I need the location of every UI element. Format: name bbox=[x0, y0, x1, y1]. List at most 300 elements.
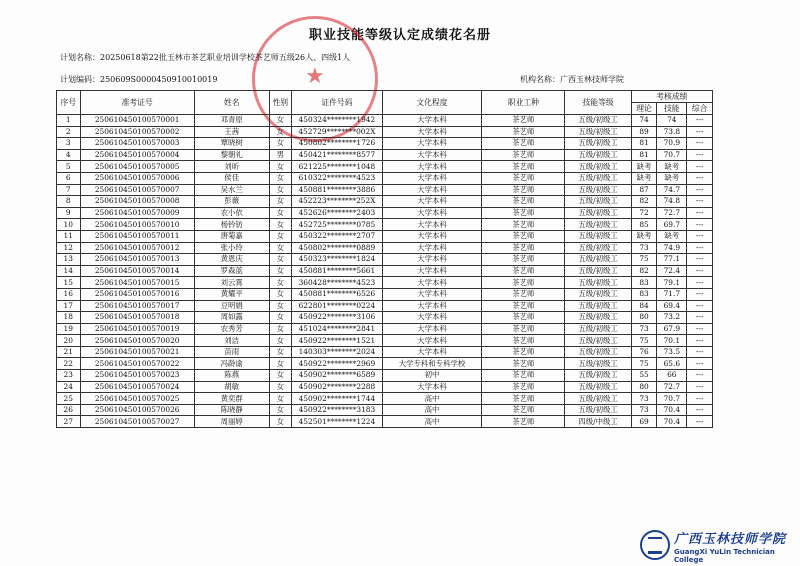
plan-name: 计划名称：20250618第22批玉林市茶艺职业培训学校茶艺师五级26人、四级1人 bbox=[60, 53, 351, 62]
cell-seq: 15 bbox=[57, 277, 81, 289]
cell-education: 高中 bbox=[382, 404, 481, 416]
header-theory: 理论 bbox=[631, 103, 657, 115]
cell-gender: 女 bbox=[269, 346, 291, 358]
cell-occupation: 茶艺师 bbox=[482, 230, 565, 242]
cell-overall: --- bbox=[687, 277, 713, 289]
cell-occupation: 茶艺师 bbox=[482, 370, 565, 382]
cell-level: 五级/初级工 bbox=[565, 207, 631, 219]
cell-theory: 82 bbox=[631, 265, 657, 277]
cell-seq: 19 bbox=[57, 323, 81, 335]
cell-id-no: 621225********1048 bbox=[292, 161, 383, 173]
cell-seq: 13 bbox=[57, 254, 81, 266]
cell-seq: 11 bbox=[57, 230, 81, 242]
cell-occupation: 茶艺师 bbox=[482, 196, 565, 208]
cell-occupation: 茶艺师 bbox=[482, 265, 565, 277]
cell-seq: 18 bbox=[57, 312, 81, 324]
cell-exam-no: 250610450100570007 bbox=[80, 184, 194, 196]
cell-seq: 5 bbox=[57, 161, 81, 173]
cell-name: 陈燕 bbox=[194, 370, 269, 382]
cell-name: 黄奕群 bbox=[194, 393, 269, 405]
cell-exam-no: 250610450100570006 bbox=[80, 172, 194, 184]
cell-exam-no: 250610450100570019 bbox=[80, 323, 194, 335]
header-exam-no: 准考证号 bbox=[80, 91, 194, 115]
cell-education: 大学本科 bbox=[382, 219, 481, 231]
cell-theory: 55 bbox=[631, 370, 657, 382]
table-row bbox=[57, 207, 713, 219]
table-row bbox=[57, 381, 713, 393]
logo-english-name: GuangXi YuLin Technician College bbox=[674, 548, 775, 564]
cell-theory: 75 bbox=[631, 358, 657, 370]
cell-level: 五级/初级工 bbox=[565, 312, 631, 324]
cell-theory: 80 bbox=[631, 312, 657, 324]
cell-level: 五级/初级工 bbox=[565, 358, 631, 370]
cell-theory: 83 bbox=[631, 277, 657, 289]
cell-gender: 女 bbox=[269, 230, 291, 242]
cell-level: 五级/初级工 bbox=[565, 381, 631, 393]
cell-skill: 69.7 bbox=[657, 219, 687, 231]
cell-level: 五级/初级工 bbox=[565, 230, 631, 242]
cell-id-no: 452729********002X bbox=[292, 126, 383, 138]
cell-occupation: 茶艺师 bbox=[482, 393, 565, 405]
table-row bbox=[57, 312, 713, 324]
cell-overall: --- bbox=[687, 393, 713, 405]
cell-gender: 女 bbox=[269, 300, 291, 312]
cell-id-no: 622801********0224 bbox=[292, 300, 383, 312]
table-row bbox=[57, 219, 713, 231]
cell-level: 五级/初级工 bbox=[565, 254, 631, 266]
cell-occupation: 茶艺师 bbox=[482, 219, 565, 231]
table-row bbox=[57, 404, 713, 416]
cell-level: 五级/初级工 bbox=[565, 265, 631, 277]
cell-theory: 82 bbox=[631, 196, 657, 208]
cell-overall: --- bbox=[687, 416, 713, 428]
seal-star-icon: ★ bbox=[305, 64, 325, 89]
cell-id-no: 450902********1744 bbox=[292, 393, 383, 405]
cell-skill: 79.1 bbox=[657, 277, 687, 289]
cell-gender: 女 bbox=[269, 381, 291, 393]
cell-seq: 7 bbox=[57, 184, 81, 196]
cell-name: 冯龄谕 bbox=[194, 358, 269, 370]
cell-level: 五级/初级工 bbox=[565, 370, 631, 382]
cell-theory: 75 bbox=[631, 254, 657, 266]
cell-education: 大学本科 bbox=[382, 126, 481, 138]
cell-name: 唐菊嘉 bbox=[194, 230, 269, 242]
table-row bbox=[57, 161, 713, 173]
cell-level: 五级/初级工 bbox=[565, 300, 631, 312]
cell-theory: 81 bbox=[631, 149, 657, 161]
cell-overall: --- bbox=[687, 312, 713, 324]
cell-exam-no: 250610450100570023 bbox=[80, 370, 194, 382]
college-logo bbox=[640, 528, 795, 564]
table-row bbox=[57, 254, 713, 266]
cell-occupation: 茶艺师 bbox=[482, 161, 565, 173]
cell-occupation: 茶艺师 bbox=[482, 277, 565, 289]
cell-theory: 87 bbox=[631, 184, 657, 196]
cell-occupation: 茶艺师 bbox=[482, 184, 565, 196]
cell-id-no: 610322********4523 bbox=[292, 172, 383, 184]
cell-seq: 26 bbox=[57, 404, 81, 416]
cell-occupation: 茶艺师 bbox=[482, 138, 565, 150]
cell-occupation: 茶艺师 bbox=[482, 126, 565, 138]
cell-exam-no: 250610450100570016 bbox=[80, 288, 194, 300]
cell-theory: 74 bbox=[631, 115, 657, 127]
cell-occupation: 茶艺师 bbox=[482, 358, 565, 370]
cell-id-no: 450421********8577 bbox=[292, 149, 383, 161]
cell-level: 五级/初级工 bbox=[565, 335, 631, 347]
cell-theory: 69 bbox=[631, 416, 657, 428]
cell-theory: 84 bbox=[631, 300, 657, 312]
cell-seq: 22 bbox=[57, 358, 81, 370]
cell-id-no: 450323********1824 bbox=[292, 254, 383, 266]
cell-education: 大学本科 bbox=[382, 149, 481, 161]
cell-overall: --- bbox=[687, 138, 713, 150]
org-name: 机构名称：广西玉林技师学院 bbox=[520, 75, 624, 84]
header-name: 姓名 bbox=[194, 91, 269, 115]
cell-overall: --- bbox=[687, 126, 713, 138]
table-row bbox=[57, 126, 713, 138]
header-overall: 综合 bbox=[687, 103, 713, 115]
cell-occupation: 茶艺师 bbox=[482, 207, 565, 219]
cell-seq: 27 bbox=[57, 416, 81, 428]
cell-name: 刘昕 bbox=[194, 161, 269, 173]
cell-id-no: 450922********3183 bbox=[292, 404, 383, 416]
cell-exam-no: 250610450100570021 bbox=[80, 346, 194, 358]
cell-name: 刘云霄 bbox=[194, 277, 269, 289]
table-row bbox=[57, 346, 713, 358]
cell-overall: --- bbox=[687, 184, 713, 196]
cell-overall: --- bbox=[687, 370, 713, 382]
roster-body bbox=[57, 115, 713, 428]
cell-gender: 女 bbox=[269, 358, 291, 370]
table-row bbox=[57, 323, 713, 335]
cell-name: 王茜 bbox=[194, 126, 269, 138]
cell-theory: 73 bbox=[631, 242, 657, 254]
cell-occupation: 茶艺师 bbox=[482, 288, 565, 300]
cell-seq: 24 bbox=[57, 381, 81, 393]
cell-education: 初中 bbox=[382, 370, 481, 382]
cell-education: 大学本科 bbox=[382, 184, 481, 196]
cell-overall: --- bbox=[687, 346, 713, 358]
cell-skill: 67.9 bbox=[657, 323, 687, 335]
cell-seq: 23 bbox=[57, 370, 81, 382]
cell-education: 大学本科 bbox=[382, 312, 481, 324]
cell-seq: 25 bbox=[57, 393, 81, 405]
cell-name: 农秀芳 bbox=[194, 323, 269, 335]
table-row bbox=[57, 230, 713, 242]
cell-id-no: 360428********4523 bbox=[292, 277, 383, 289]
cell-seq: 9 bbox=[57, 207, 81, 219]
cell-skill: 70.9 bbox=[657, 138, 687, 150]
cell-seq: 10 bbox=[57, 219, 81, 231]
cell-skill: 72.4 bbox=[657, 265, 687, 277]
cell-skill: 65.6 bbox=[657, 358, 687, 370]
header-occupation: 职业工种 bbox=[482, 91, 565, 115]
cell-gender: 女 bbox=[269, 207, 291, 219]
cell-skill: 72.7 bbox=[657, 381, 687, 393]
cell-skill: 70.7 bbox=[657, 393, 687, 405]
cell-theory: 缺考 bbox=[631, 172, 657, 184]
cell-exam-no: 250610450100570013 bbox=[80, 254, 194, 266]
cell-overall: --- bbox=[687, 219, 713, 231]
cell-id-no: 450881********6526 bbox=[292, 288, 383, 300]
cell-occupation: 茶艺师 bbox=[482, 172, 565, 184]
logo-chinese-name: 广西玉林技师学院 bbox=[674, 532, 787, 547]
cell-occupation: 茶艺师 bbox=[482, 115, 565, 127]
cell-overall: --- bbox=[687, 161, 713, 173]
cell-seq: 3 bbox=[57, 138, 81, 150]
cell-level: 五级/初级工 bbox=[565, 277, 631, 289]
cell-occupation: 茶艺师 bbox=[482, 335, 565, 347]
table-row bbox=[57, 393, 713, 405]
cell-level: 五级/初级工 bbox=[565, 242, 631, 254]
cell-education: 大学专科和专科学校 bbox=[382, 358, 481, 370]
cell-education: 大学本科 bbox=[382, 335, 481, 347]
table-row bbox=[57, 277, 713, 289]
cell-theory: 缺考 bbox=[631, 230, 657, 242]
cell-gender: 女 bbox=[269, 184, 291, 196]
cell-occupation: 茶艺师 bbox=[482, 242, 565, 254]
cell-skill: 70.7 bbox=[657, 149, 687, 161]
cell-skill: 77.1 bbox=[657, 254, 687, 266]
header-seq: 序号 bbox=[57, 91, 81, 115]
cell-id-no: 450922********3106 bbox=[292, 312, 383, 324]
cell-name: 侯佳 bbox=[194, 172, 269, 184]
cell-id-no: 452501********1224 bbox=[292, 416, 383, 428]
cell-id-no: 450802********0889 bbox=[292, 242, 383, 254]
cell-theory: 73 bbox=[631, 393, 657, 405]
cell-gender: 女 bbox=[269, 370, 291, 382]
cell-name: 黎朝礼 bbox=[194, 149, 269, 161]
cell-exam-no: 250610450100570020 bbox=[80, 335, 194, 347]
cell-theory: 80 bbox=[631, 381, 657, 393]
cell-overall: --- bbox=[687, 288, 713, 300]
cell-gender: 女 bbox=[269, 416, 291, 428]
cell-overall: --- bbox=[687, 358, 713, 370]
cell-overall: --- bbox=[687, 254, 713, 266]
cell-level: 五级/初级工 bbox=[565, 196, 631, 208]
cell-exam-no: 250610450100570018 bbox=[80, 312, 194, 324]
table-row bbox=[57, 265, 713, 277]
cell-gender: 女 bbox=[269, 196, 291, 208]
cell-skill: 72.7 bbox=[657, 207, 687, 219]
cell-id-no: 451024********2841 bbox=[292, 323, 383, 335]
cell-education: 大学本科 bbox=[382, 172, 481, 184]
cell-education: 大学本科 bbox=[382, 115, 481, 127]
cell-name: 周丽婷 bbox=[194, 416, 269, 428]
cell-name: 杨钤钫 bbox=[194, 219, 269, 231]
cell-level: 四级/中级工 bbox=[565, 416, 631, 428]
cell-gender: 女 bbox=[269, 312, 291, 324]
cell-skill: 74.9 bbox=[657, 242, 687, 254]
cell-education: 大学本科 bbox=[382, 207, 481, 219]
document-title: 职业技能等级认定成绩花名册 bbox=[308, 28, 491, 43]
cell-exam-no: 250610450100570024 bbox=[80, 381, 194, 393]
cell-education: 大学本科 bbox=[382, 161, 481, 173]
cell-theory: 73 bbox=[631, 404, 657, 416]
cell-gender: 男 bbox=[269, 149, 291, 161]
cell-id-no: 450902********6589 bbox=[292, 370, 383, 382]
cell-gender: 女 bbox=[269, 288, 291, 300]
table-row bbox=[57, 300, 713, 312]
cell-name: 胡敏 bbox=[194, 381, 269, 393]
cell-exam-no: 250610450100570015 bbox=[80, 277, 194, 289]
cell-seq: 4 bbox=[57, 149, 81, 161]
cell-education: 大学本科 bbox=[382, 196, 481, 208]
table-row bbox=[57, 149, 713, 161]
cell-exam-no: 250610450100570003 bbox=[80, 138, 194, 150]
cell-overall: --- bbox=[687, 207, 713, 219]
cell-theory: 72 bbox=[631, 207, 657, 219]
cell-exam-no: 250610450100570005 bbox=[80, 161, 194, 173]
cell-level: 五级/初级工 bbox=[565, 346, 631, 358]
cell-level: 五级/初级工 bbox=[565, 172, 631, 184]
cell-exam-no: 250610450100570008 bbox=[80, 196, 194, 208]
cell-overall: --- bbox=[687, 230, 713, 242]
cell-overall: --- bbox=[687, 115, 713, 127]
cell-occupation: 茶艺师 bbox=[482, 404, 565, 416]
table-row bbox=[57, 172, 713, 184]
cell-seq: 8 bbox=[57, 196, 81, 208]
header-skill: 技能 bbox=[657, 103, 687, 115]
table-row bbox=[57, 196, 713, 208]
cell-seq: 21 bbox=[57, 346, 81, 358]
cell-exam-no: 250610450100570017 bbox=[80, 300, 194, 312]
cell-id-no: 450881********5661 bbox=[292, 265, 383, 277]
cell-seq: 12 bbox=[57, 242, 81, 254]
cell-theory: 75 bbox=[631, 335, 657, 347]
cell-name: 罗森蓝 bbox=[194, 265, 269, 277]
cell-occupation: 茶艺师 bbox=[482, 149, 565, 161]
cell-exam-no: 250610450100570025 bbox=[80, 393, 194, 405]
cell-skill: 70.4 bbox=[657, 416, 687, 428]
cell-skill: 70.4 bbox=[657, 404, 687, 416]
cell-gender: 女 bbox=[269, 404, 291, 416]
cell-seq: 14 bbox=[57, 265, 81, 277]
cell-level: 五级/初级工 bbox=[565, 126, 631, 138]
cell-exam-no: 250610450100570009 bbox=[80, 207, 194, 219]
cell-level: 五级/初级工 bbox=[565, 161, 631, 173]
cell-id-no: 452223********252X bbox=[292, 196, 383, 208]
college-emblem-icon bbox=[640, 530, 670, 560]
cell-exam-no: 250610450100570014 bbox=[80, 265, 194, 277]
cell-overall: --- bbox=[687, 242, 713, 254]
cell-exam-no: 250610450100570012 bbox=[80, 242, 194, 254]
cell-gender: 女 bbox=[269, 335, 291, 347]
cell-education: 大学本科 bbox=[382, 254, 481, 266]
cell-seq: 16 bbox=[57, 288, 81, 300]
cell-id-no: 450881********3886 bbox=[292, 184, 383, 196]
cell-occupation: 茶艺师 bbox=[482, 416, 565, 428]
cell-level: 五级/初级工 bbox=[565, 115, 631, 127]
cell-exam-no: 250610450100570022 bbox=[80, 358, 194, 370]
cell-education: 大学本科 bbox=[382, 300, 481, 312]
cell-name: 覃晓树 bbox=[194, 138, 269, 150]
cell-level: 五级/初级工 bbox=[565, 219, 631, 231]
cell-theory: 缺考 bbox=[631, 161, 657, 173]
cell-skill: 70.1 bbox=[657, 335, 687, 347]
cell-theory: 85 bbox=[631, 219, 657, 231]
header-education: 文化程度 bbox=[382, 91, 481, 115]
cell-gender: 女 bbox=[269, 138, 291, 150]
cell-occupation: 茶艺师 bbox=[482, 300, 565, 312]
cell-skill: 74 bbox=[657, 115, 687, 127]
cell-name: 黄恩庆 bbox=[194, 254, 269, 266]
cell-name: 黄耀平 bbox=[194, 288, 269, 300]
cell-theory: 89 bbox=[631, 126, 657, 138]
cell-skill: 71.7 bbox=[657, 288, 687, 300]
cell-name: 周如露 bbox=[194, 312, 269, 324]
cell-occupation: 茶艺师 bbox=[482, 312, 565, 324]
header-gender: 性别 bbox=[269, 91, 291, 115]
table-row bbox=[57, 115, 713, 127]
cell-education: 大学本科 bbox=[382, 138, 481, 150]
table-row bbox=[57, 370, 713, 382]
cell-gender: 女 bbox=[269, 115, 291, 127]
table-row bbox=[57, 288, 713, 300]
cell-exam-no: 250610450100570027 bbox=[80, 416, 194, 428]
cell-overall: --- bbox=[687, 404, 713, 416]
cell-name: 邓青原 bbox=[194, 115, 269, 127]
cell-gender: 女 bbox=[269, 323, 291, 335]
cell-occupation: 茶艺师 bbox=[482, 323, 565, 335]
cell-exam-no: 250610450100570004 bbox=[80, 149, 194, 161]
cell-skill: 66 bbox=[657, 370, 687, 382]
cell-occupation: 茶艺师 bbox=[482, 381, 565, 393]
cell-skill: 73.8 bbox=[657, 126, 687, 138]
cell-id-no: 450322********2707 bbox=[292, 230, 383, 242]
cell-id-no: 452626********2403 bbox=[292, 207, 383, 219]
cell-level: 五级/初级工 bbox=[565, 323, 631, 335]
cell-overall: --- bbox=[687, 196, 713, 208]
cell-id-no: 450922********1521 bbox=[292, 335, 383, 347]
cell-occupation: 茶艺师 bbox=[482, 346, 565, 358]
cell-level: 五级/初级工 bbox=[565, 149, 631, 161]
cell-name: 农小依 bbox=[194, 207, 269, 219]
cell-seq: 1 bbox=[57, 115, 81, 127]
cell-exam-no: 250610450100570002 bbox=[80, 126, 194, 138]
header-id-no: 证件号码 bbox=[292, 91, 383, 115]
cell-exam-no: 250610450100570001 bbox=[80, 115, 194, 127]
cell-education: 大学本科 bbox=[382, 346, 481, 358]
cell-name: 张小玲 bbox=[194, 242, 269, 254]
cell-exam-no: 250610450100570010 bbox=[80, 219, 194, 231]
table-row bbox=[57, 138, 713, 150]
cell-skill: 74.8 bbox=[657, 196, 687, 208]
cell-theory: 73 bbox=[631, 323, 657, 335]
cell-exam-no: 250610450100570011 bbox=[80, 230, 194, 242]
cell-education: 高中 bbox=[382, 416, 481, 428]
cell-overall: --- bbox=[687, 335, 713, 347]
cell-occupation: 茶艺师 bbox=[482, 254, 565, 266]
cell-gender: 女 bbox=[269, 254, 291, 266]
cell-gender: 女 bbox=[269, 393, 291, 405]
cell-theory: 81 bbox=[631, 138, 657, 150]
cell-name: 吴水兰 bbox=[194, 184, 269, 196]
cell-seq: 6 bbox=[57, 172, 81, 184]
cell-id-no: 140303********2024 bbox=[292, 346, 383, 358]
cell-overall: --- bbox=[687, 381, 713, 393]
cell-id-no: 450324********1942 bbox=[292, 115, 383, 127]
cell-overall: --- bbox=[687, 172, 713, 184]
table-row bbox=[57, 184, 713, 196]
cell-name: 豆明娟 bbox=[194, 300, 269, 312]
cell-theory: 83 bbox=[631, 288, 657, 300]
cell-gender: 女 bbox=[269, 219, 291, 231]
cell-theory: 76 bbox=[631, 346, 657, 358]
cell-skill: 73.5 bbox=[657, 346, 687, 358]
cell-skill: 缺考 bbox=[657, 230, 687, 242]
cell-gender: 女 bbox=[269, 172, 291, 184]
